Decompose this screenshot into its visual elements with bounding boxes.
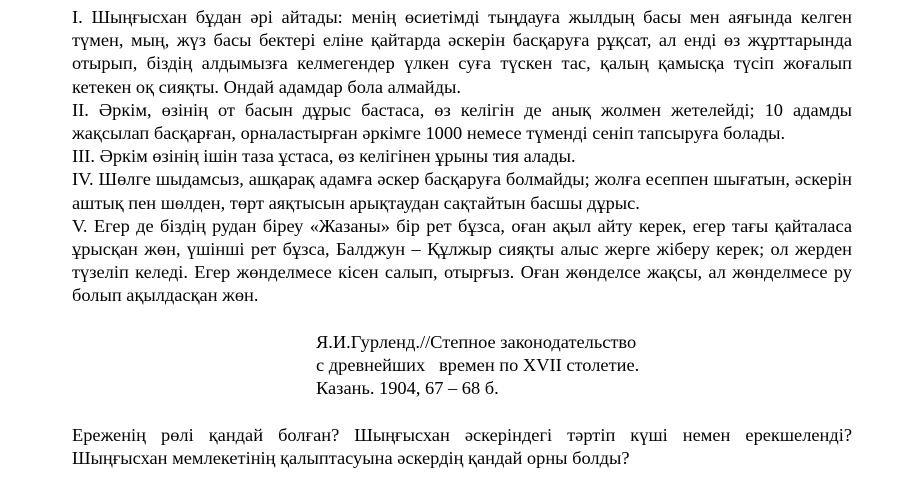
paragraph-2: II. Әркім, өзінің от басын дұрыс бастаса, өз келігін де анық жолмен жетелейді; 10 адамды жақсылап басқарған, орналастырған әркімге 1000 немесе түменді сеніп тапсыруға болады.	[72, 99, 852, 144]
paragraph-1: I. Шыңғысхан бұдан әрі айтады: менің өсиетімді тыңдауға жылдың басы мен аяғында келген түмен, мың, жүз басы бектері еліне қайтарда әскерін басқаруға рұқсат, ал енді өз жұрттарында отырып, біздің алдымызға келмегендер үлкен суға түскен тас, қалың қамысқа түсіп жоғалып кетекен оқ сияқты. Ондай адамдар бола алмайды.	[72, 7, 852, 97]
paragraph-3: III. Әркім өзінің ішін таза ұстаса, өз келігінен ұрыны тия алады.	[72, 146, 576, 167]
question-text: Ереженің рөлі қандай болған? Шыңғысхан әскеріндегі тәртіп күші немен ерекшеленді? Шыңғысхан мемлекетінің қалыптасуына әскердің қандай орны болды?	[72, 425, 852, 469]
citation-block	[316, 331, 852, 401]
paragraph-5: V. Егер де біздің рудан біреу «Жазаны» бір рет бұзса, оған ақыл айту керек, егер тағы қайталаса ұрысқан жөн, үшінші рет бұзса, Балджун – Құлжыр сияқты алыс жерге жіберу керек; ол жерден түзеліп келеді. Егер жөнделмесе кісен салып, отырғыз. Оған жөнделсе жақсы, ал жөнделмесе ру болып ақылдасқан жөн.	[72, 215, 852, 306]
citation-line-publication: Казань. 1904, 67 – 68 б.	[316, 378, 499, 399]
document-page	[72, 6, 852, 489]
citation-line-period: с древнейших времен по XVII столетие.	[316, 354, 640, 375]
document-body	[72, 6, 852, 308]
paragraph-4: IV. Шөлге шыдамсыз, ашқарақ адамға әскер басқаруға болмайды; жолға есеппен шығатын, әскерін аштық пен шөлден, төрт аяқтысын арықтаудан сақтайтын басшы дұрыс.	[72, 169, 852, 213]
citation-line-author: Я.И.Гурленд.//Степное законодательство	[316, 331, 637, 352]
